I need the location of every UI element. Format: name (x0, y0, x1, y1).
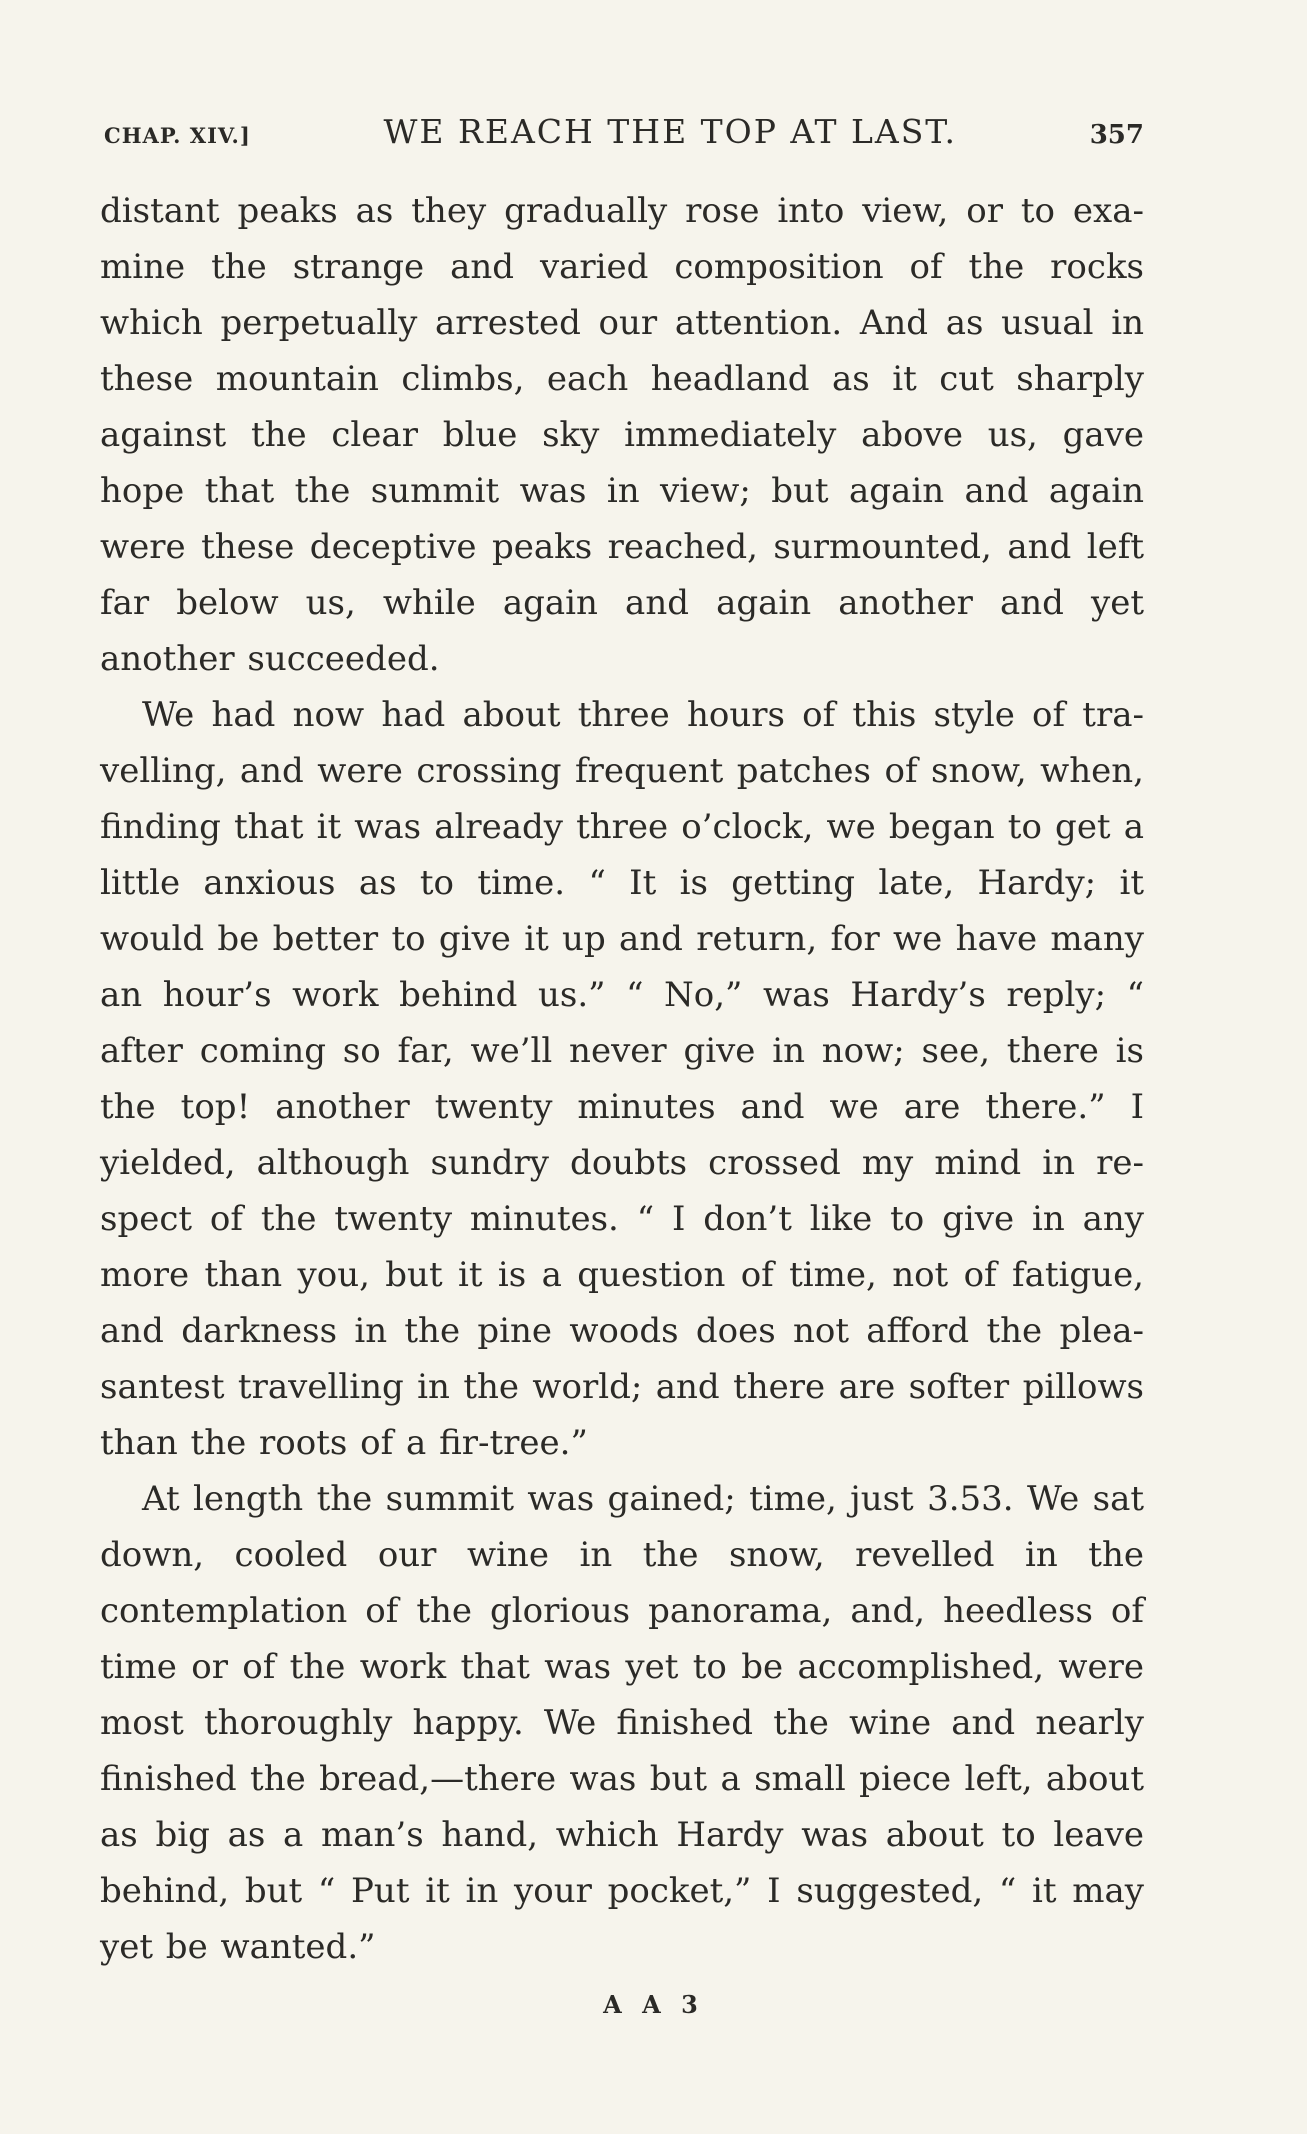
paragraph: At length the summit was gained; time, just 3.53. We sat down, cooled our wine in the snow, revelled in the contemplation of the glorious panorama, and, heedless of time or of the work that was yet to be accomplished, were most thoroughly happy. We finished the wine and nearly finished the bread,—there was but a small piece left, about as big as a man’s hand, which Hardy was about to leave behind, but “ Put it in your pocket,” I suggested, “ it may yet be wanted.” (100, 1479, 1144, 1967)
page-number: 357 (1089, 120, 1144, 150)
paragraph: distant peaks as they gradually rose into view, or to examine the strange and varied composition of the rocks which perpetually arrested our attention. And as usual in these mountain climbs, each headland as it cut sharply against the clear blue sky immediately above us, gave hope that the summit was in view; but again and again were these deceptive peaks reached, surmounted, and left far below us, while again and again another and yet another succeeded. (100, 191, 1144, 679)
body-text (100, 183, 1144, 1975)
chapter-label: CHAP. XIV.] (104, 123, 251, 148)
page-title: WE REACH THE TOP AT LAST. (383, 112, 957, 151)
running-head (104, 112, 1144, 152)
signature-mark: A A 3 (603, 1990, 704, 2019)
paragraph: We had now had about three hours of this style of travelling, and were crossing frequent patches of snow, when, finding that it was already three o’clock, we began to get a little anxious as to time. “ It is getting late, Hardy; it would be better to give it up and return, for we have many an hour’s work behind us.” “ No,” was Hardy’s reply; “ after coming so far, we’ll never give in now; see, there is the top! another twenty minutes and we are there.” I yielded, although sundry doubts crossed my mind in respect of the twenty minutes. “ I don’t like to give in any more than you, but it is a question of time, not of fatigue, and darkness in the pine woods does not afford the pleasantest travelling in the world; and there are softer pillows than the roots of a fir-tree.” (100, 695, 1144, 1463)
